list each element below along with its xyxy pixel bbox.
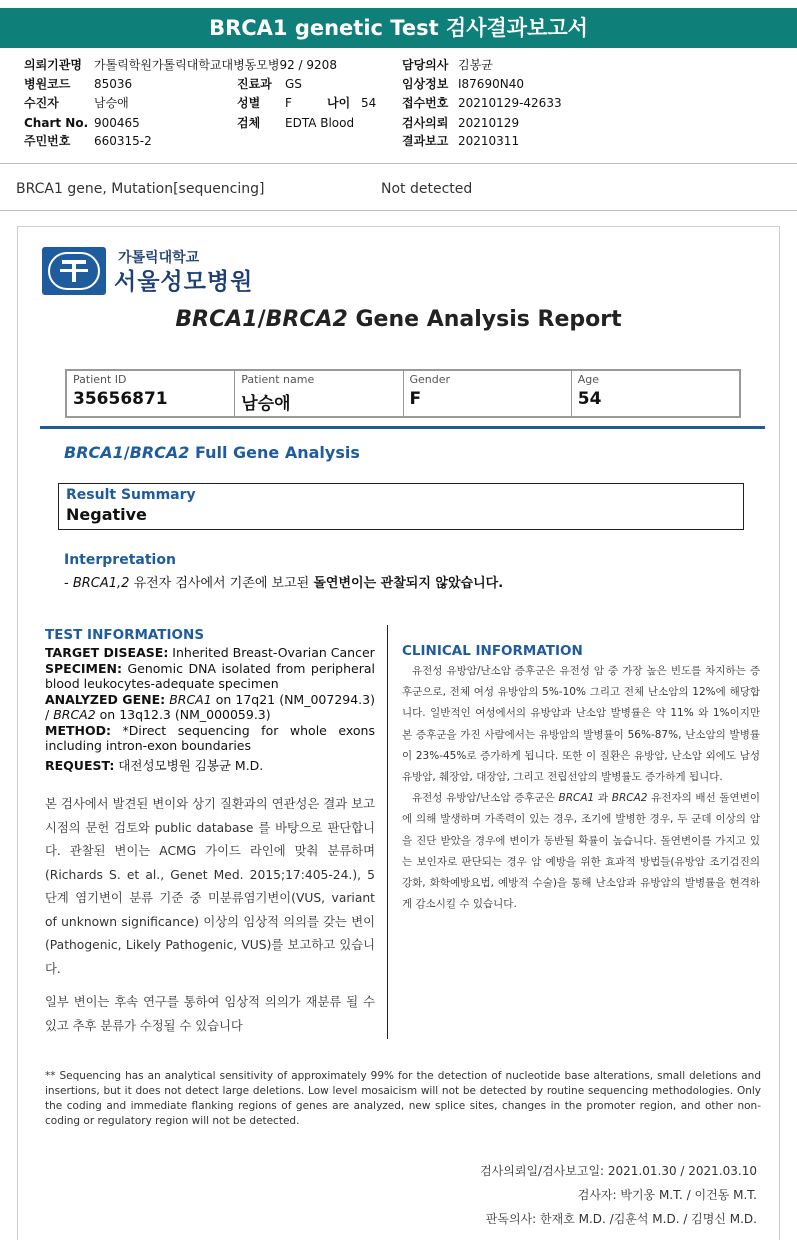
specimen-row (237, 115, 354, 131)
patient-id-label: Patient ID (73, 373, 127, 386)
report-date-row (402, 133, 519, 149)
clinical-info-label: 임상정보 (402, 77, 449, 91)
patient-name-label: Patient name (241, 373, 315, 386)
age-cell-value: 54 (577, 389, 602, 409)
header-divider (0, 163, 797, 164)
signature-doctors: 판독의사: 한재호 M.D. /김훈석 M.D. / 김명신 M.D. (485, 1212, 757, 1226)
gene-brca2-loc: on 13q12.3 (NM_000059.3) (95, 707, 271, 722)
doctor-label: 담당의사 (402, 58, 449, 72)
hospital-name: 서울성모병원 (114, 269, 254, 295)
receipt-row (402, 95, 562, 111)
department-value: GS (285, 77, 302, 91)
summary-value: Negative (66, 505, 147, 524)
chart-row (24, 115, 140, 131)
request-info-label: REQUEST: (45, 757, 115, 773)
gene-brca1-loc: on 17q21 (NM_007294.3) / (45, 691, 375, 722)
column-divider (387, 625, 388, 1039)
interpretation-label: Interpretation (64, 552, 176, 568)
chart-label: Chart No. (24, 116, 89, 130)
patient-value: 남승애 (94, 96, 129, 110)
receipt-label: 접수번호 (402, 96, 449, 110)
sex-row (237, 95, 376, 111)
report-heading (18, 307, 779, 332)
summary-label: Result Summary (66, 487, 196, 503)
clin-p2-c: 유전자의 배선 돌연변이에 의해 발생하며 가족력이 있는 경우, 조기에 발병한 경우, 두 군데 이상의 암을 진단 받았을 경우에 변이가 동반될 확률이 높습니다. 돌연변이를 가지고 있는 보인자로 판단되는 경우 암 예방을 위한 효과적 방법들(유방암 조기검진의 강화, 화학예방요법, 예방적 수술)을 통해 난소암과 유방암의 발병률을 현격하게 감소시킬 수 있습니다. (402, 792, 760, 911)
patient-row (24, 95, 129, 111)
report-date-value: 20210311 (458, 134, 520, 148)
gender-cell (404, 371, 572, 416)
report-title-bar (0, 8, 797, 48)
clin-p2-a: 유전성 유방암/난소암 증후군은 (412, 792, 559, 805)
request-value: 20210129 (458, 116, 520, 130)
patient-id-cell (67, 371, 235, 416)
specimen-info (45, 661, 375, 692)
clinical-paragraph-2 (402, 788, 760, 915)
clin-p2-b: 과 (594, 792, 612, 805)
chart-value: 900465 (94, 116, 140, 130)
interpretation-text (64, 572, 503, 591)
signature-dates: 검사의뢰일/검사보고일: 2021.01.30 / 2021.03.10 (480, 1164, 757, 1178)
test-value: Not detected (381, 181, 473, 197)
clinical-info-column (402, 643, 760, 915)
section-rest: Full Gene Analysis (189, 443, 360, 462)
sex-label: 성별 (237, 96, 261, 110)
target-disease (45, 645, 375, 661)
request-row (402, 115, 519, 131)
section-sep: / (123, 443, 130, 462)
request-label: 검사의뢰 (402, 116, 449, 130)
embedded-report (17, 226, 780, 1240)
gene-brca1: BRCA1 (169, 691, 212, 707)
hospital-logo (42, 247, 106, 295)
clin-p2-gene1: BRCA1 (558, 792, 595, 805)
test-name: BRCA1 gene, Mutation[sequencing] (16, 181, 265, 197)
gene-brca2: BRCA2 (53, 707, 96, 722)
title-gene-2: BRCA2 (265, 307, 348, 332)
patient-id-value: 35656871 (73, 389, 168, 409)
interp-mid: 유전자 검사에서 기존에 보고된 (129, 576, 314, 591)
age-cell-label: Age (577, 373, 600, 386)
rrn-row (24, 133, 152, 149)
korean-paragraph-2: 일부 변이는 후속 연구를 통하여 임상적 의의가 재분류 될 수 있고 추후 분류가 수정될 수 있습니다 (45, 995, 375, 1033)
age-cell (572, 371, 739, 416)
patient-name-value: 남승애 (241, 394, 291, 414)
disease-value: Inherited Breast-Ovarian Cancer (168, 645, 375, 660)
interp-gene: BRCA1,2 (72, 576, 130, 591)
clinical-info-value: I87690N40 (458, 77, 524, 91)
department-label: 진료과 (237, 77, 272, 91)
report-date-label: 결과보고 (402, 134, 449, 148)
specimen-value: EDTA Blood (285, 116, 355, 130)
patient-name-cell (235, 371, 403, 416)
clin-p2-gene2: BRCA2 (611, 792, 648, 805)
receipt-value: 20210129-42633 (458, 96, 562, 110)
hospital-code-row (24, 76, 132, 92)
test-info-heading: TEST INFORMATIONS (45, 627, 205, 643)
hospital-code-value: 85036 (94, 77, 133, 91)
title-sep: / (257, 307, 266, 332)
disease-label: TARGET DISEASE: (45, 645, 169, 660)
hospital-name-small: 가톨릭대학교 (118, 250, 200, 266)
analyzed-gene (45, 692, 375, 723)
section-title (64, 443, 360, 462)
rrn-label: 주민번호 (24, 134, 71, 148)
clinical-heading: CLINICAL INFORMATION (402, 643, 583, 659)
method-value: *Direct sequencing for whole exons including intron-exon boundaries (45, 722, 375, 753)
doctor-row (402, 57, 493, 73)
method-info (45, 723, 375, 754)
institution-value: 가톨릭학원가톨릭대학교대병동모병92 / 9208 (94, 58, 337, 72)
clinical-info-row (402, 76, 524, 92)
request-info-value: 대전성모병원 김봉균 M.D. (114, 757, 264, 773)
clinical-paragraph-1: 유전성 유방암/난소암 증후군은 유전성 암 중 가장 높은 빈도를 차지하는 증후군으로, 전체 여성 유방암의 5%-10% 그리고 전체 난소암의 12%에 해당합니다. 일반적인 여성에서의 유방암과 난소암 발병률은 약 11% 와 1%이지만 본 증후군을 가진 사람에서는 유방암의 발병률이 56%-87%, 난소암의 발병률이 23%-45%로 증가하게 됩니다. 또한 이 질환은 유방암, 난소암 외에도 남성 유방암, 췌장암, 대장암, 그리고 전립선암의 발병률도 증가하게 됩니다. (402, 665, 760, 784)
korean-paragraph-1: 본 검사에서 발견된 변이와 상기 질환과의 연관성은 결과 보고 시점의 문헌 검토와 public database 를 바탕으로 판단합니다. 관찰된 변이는 ACMG 가이드 라인에 맞춰 분류하며(Richards S. et al., Genet Med. 2015;17:405-24.), 5 단계 염기변이 분류 기준 중 미분류염기변이(VUS, variant of unknown significance) 이상의 임상적 의의를 갖는 변이(Pathogenic, Likely Pathogenic, VUS)를 보고하고 있습니다. (45, 797, 375, 976)
result-summary-box (58, 483, 744, 530)
signature-testers: 검사자: 박기웅 M.T. / 이건동 M.T. (577, 1188, 757, 1202)
footnote: ** Sequencing has an analytical sensitivity of approximately 99% for the detection of nucleotide base alterations, small deletions and insertions, but it does not detect large deletions. Low level mosaicism will not be detected by routine sequencing methodologies. Only the coding and immediate flanking regions of genes are analyzed, new splice sites, changes in the promoter region, and other non-coding or regulatory region will not be detected. (45, 1070, 761, 1127)
institution-label: 의뢰기관명 (24, 58, 82, 72)
rrn-value: 660315-2 (94, 134, 152, 148)
section-gene-1: BRCA1 (64, 443, 124, 462)
institution-row (24, 57, 337, 73)
report-title: BRCA1 genetic Test 검사결과보고서 (209, 16, 588, 40)
department-row (237, 76, 302, 92)
specimen-label: 검체 (237, 116, 261, 130)
result-divider (0, 210, 797, 211)
title-rest: Gene Analysis Report (347, 307, 622, 332)
specimen-info-value: Genomic DNA isolated from peripheral blood leukocytes-adequate specimen (45, 660, 375, 691)
interp-bold: 돌연변이는 관찰되지 않았습니다. (313, 576, 504, 591)
sex-value: F (285, 96, 292, 110)
method-label: METHOD: (45, 722, 111, 738)
age-label: 나이 (327, 96, 351, 110)
doctor-value: 김봉균 (458, 58, 493, 72)
age-value: 54 (361, 96, 377, 110)
hospital-code-label: 병원코드 (24, 77, 71, 91)
patient-label: 수진자 (24, 96, 59, 110)
test-info-column (45, 627, 375, 1038)
specimen-info-label: SPECIMEN: (45, 660, 122, 676)
title-gene-1: BRCA1 (175, 307, 258, 332)
section-gene-2: BRCA2 (129, 443, 190, 462)
patient-table (65, 369, 741, 418)
gender-value: F (409, 389, 422, 409)
gene-label: ANALYZED GENE: (45, 691, 166, 707)
gender-label: Gender (409, 373, 451, 386)
request-info (45, 758, 375, 774)
section-rule (40, 426, 765, 429)
interp-prefix: - (64, 576, 73, 591)
